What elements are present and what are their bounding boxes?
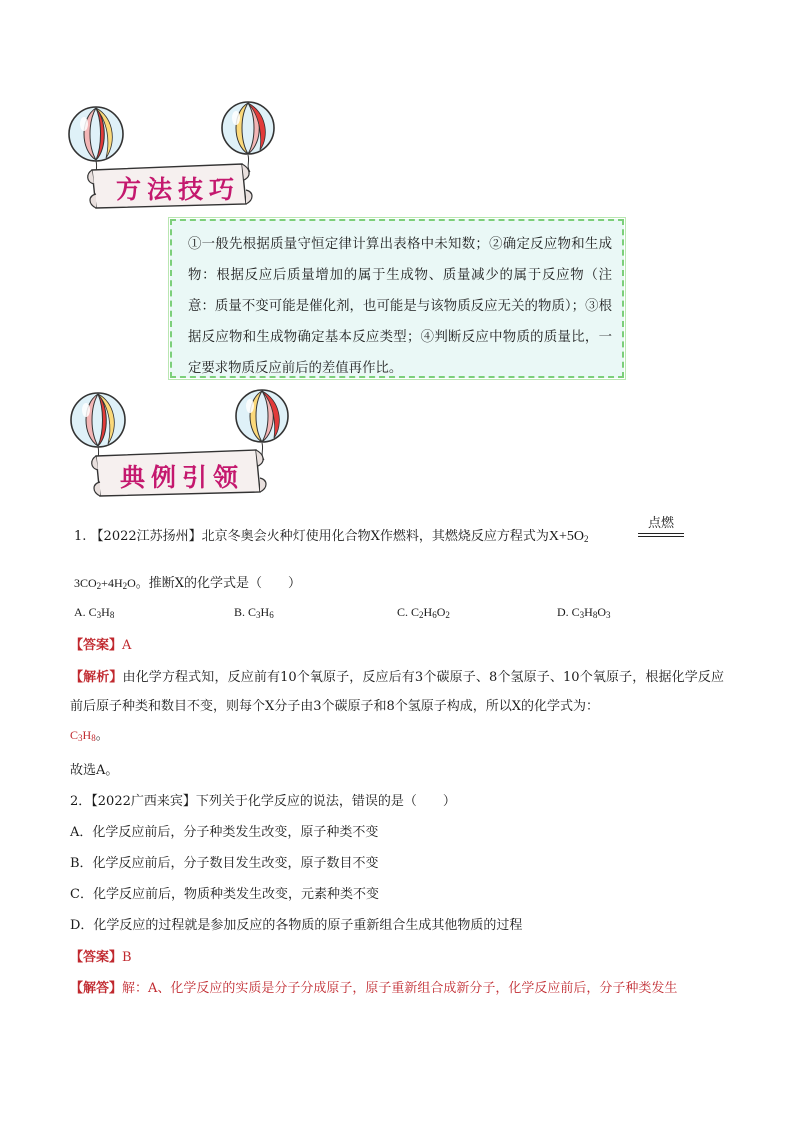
q1-conclusion: 故选A。 — [70, 763, 119, 778]
q2-analysis — [70, 979, 677, 999]
q1-stem: 北京冬奥会火种灯使用化合物X作燃料，其燃烧反应方程式为 — [201, 529, 549, 544]
q1-stem-line-2: $3CO_2+4H_2O$。推断X的化学式是（ ） — [74, 576, 302, 591]
q1-option-d[interactable]: D. $C_3H_8O_3$ — [557, 605, 611, 620]
analysis-tag: 【解析】 — [70, 670, 123, 685]
method-tip-box — [170, 219, 624, 378]
analysis-text: 由化学方程式知，反应前有10个氧原子，反应后有3个碳原子、8个氢原子、10个氧原子，根据化学反应前后原子种类和数目不变，则每个X分子由3个碳原子和8个氢原子构成，所以X的化学式为： — [70, 670, 724, 714]
q1-answer — [70, 636, 131, 656]
q1-number: 1. — [74, 529, 87, 544]
answer-tag: 【答案】 — [70, 638, 123, 653]
q1-source: 【2022江苏扬州】 — [90, 529, 202, 544]
condition-label: 点燃 — [647, 516, 674, 531]
analysis-text: 解：A、化学反应的实质是分子分成原子，原子重新组合成新分子，化学反应前后，分子种类发生 — [122, 981, 678, 996]
q1-option-c[interactable]: C. $C_2H_6O_2$ — [397, 605, 450, 620]
q1-stem-line — [74, 527, 589, 549]
answer-value: B — [122, 950, 132, 965]
q2-option-d[interactable]: D．化学反应的过程就是参加反应的各物质的原子重新组合生成其他物质的过程 — [70, 918, 523, 933]
q2-option-c[interactable]: C．化学反应前后，物质种类发生改变，元素种类不变 — [70, 887, 379, 902]
q2-answer — [70, 948, 132, 968]
analysis-formula: $C_3H_8$ — [70, 728, 96, 743]
answer-tag: 【答案】 — [70, 950, 123, 965]
section-banner-methods — [66, 100, 286, 210]
q1-option-b[interactable]: B. $C_3H_6$ — [234, 605, 274, 620]
q2-number: 2． — [70, 794, 92, 809]
q2-source: 【2022广西来宾】 — [91, 794, 196, 809]
section-title-examples: 典例引领 — [120, 463, 245, 492]
q1-option-a[interactable]: A. $C_3H_8$ — [74, 605, 115, 620]
answer-value: A — [122, 638, 132, 653]
section-banner-examples — [66, 386, 296, 498]
q1-analysis: 【解析】由化学方程式知，反应前有10个氧原子，反应后有3个碳原子、8个氢原子、10个氧原子，根据化学反应前后原子种类和数目不变，则每个X分子由3个碳原子和8个氢原子构成，所以X的化学式为： $C_3H_8$。 — [70, 670, 724, 743]
method-tip-text: ①一般先根据质量守恒定律计算出表格中未知数；②确定反应物和生成物：根据反应后质量增加的属于生成物、质量减少的属于反应物（注意：质量不变可能是催化剂，也可能是与该物质反应无关的物质）；③根据反应物和生成物确定基本反应类型；④判断反应中物质的质量比，一定要求物质反应前后的差值再作比。 — [188, 237, 612, 376]
q2-option-a[interactable]: A．化学反应前后，分子种类发生改变，原子种类不变 — [70, 825, 379, 840]
q1-equation-left: $X+5O_2$ — [548, 529, 589, 544]
section-title-methods: 方法技巧 — [116, 175, 241, 204]
analysis-tag: 【解答】 — [70, 981, 123, 996]
q2-stem: 下列关于化学反应的说法，错误的是（ ） — [195, 794, 456, 809]
q2-option-b[interactable]: B．化学反应前后，分子数目发生改变，原子数目不变 — [70, 856, 379, 871]
q1-reaction-condition — [638, 512, 684, 537]
q2-stem-line — [70, 792, 456, 812]
q1-stem-end: 。推断X的化学式是（ ） — [135, 576, 302, 591]
equation-arrow — [638, 533, 684, 537]
